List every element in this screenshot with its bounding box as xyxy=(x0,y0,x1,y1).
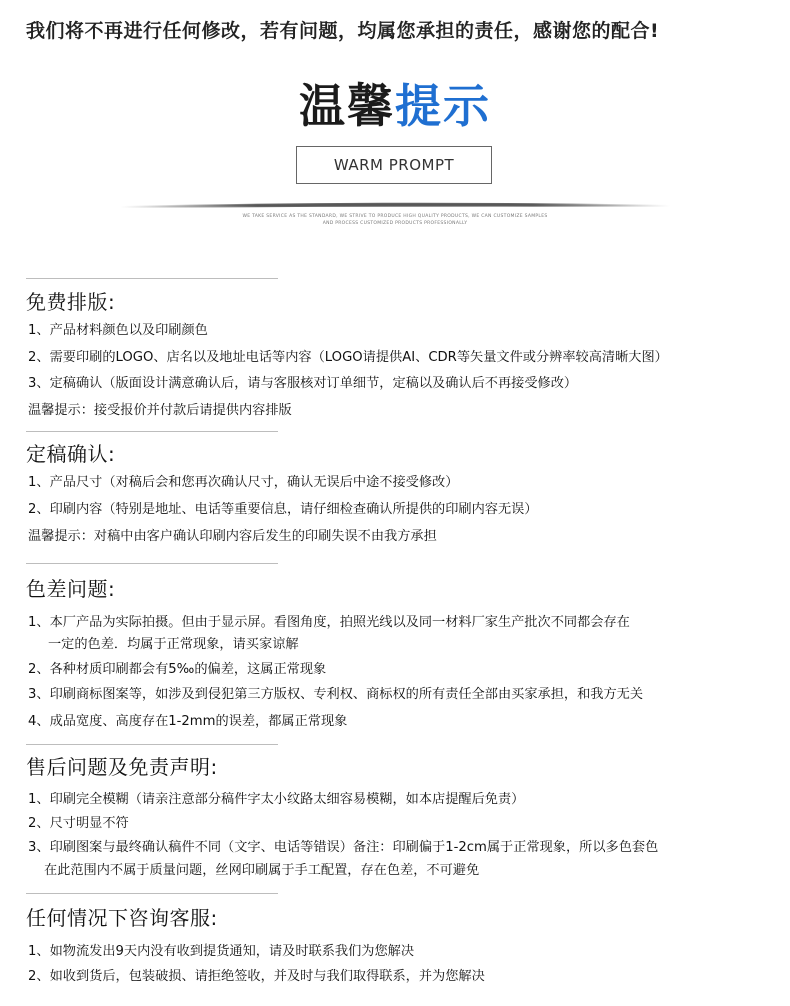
list-item: 3、印刷商标图案等，如涉及到侵犯第三方版权、专利权、商标权的所有责任全部由买家承担，和我方无关 xyxy=(28,687,644,702)
warm-prompt-label: WARM PROMPT xyxy=(333,156,455,174)
list-item-continuation: 一定的色差．均属于正常现象，请买家谅解 xyxy=(48,637,299,652)
section-title: 售后问题及免责声明: xyxy=(26,755,218,779)
section-divider xyxy=(26,744,278,745)
section-divider xyxy=(26,278,278,279)
tip-note: 温馨提示：接受报价并付款后请提供内容排版 xyxy=(28,403,292,418)
list-item: 2、需要印刷的LOGO、店名以及地址电话等内容（LOGO请提供AI、CDR等矢量文件或分辨率较高清晰大图） xyxy=(28,350,668,365)
tagline-line-1: WE TAKE SERVICE AS THE STANDARD, WE STRIVE TO PRODUCE HIGH QUALITY PRODUCTS, WE CAN CUSTOMIZE SAMPLES xyxy=(242,214,548,219)
swoosh-divider xyxy=(120,198,670,214)
section-title: 定稿确认: xyxy=(26,442,116,466)
top-notice: 我们将不再进行任何修改，若有问题，均属您承担的责任，感谢您的配合! xyxy=(26,20,660,42)
list-item: 2、如收到货后，包装破损、请拒绝签收，并及时与我们取得联系，并为您解决 xyxy=(28,969,485,984)
section-divider xyxy=(26,431,278,432)
list-item-continuation: 在此范围内不属于质量问题，丝网印刷属于手工配置，存在色差，不可避免 xyxy=(44,863,480,878)
list-item: 1、印刷完全模糊（请亲注意部分稿件字太小纹路太细容易模糊，如本店提醒后免责） xyxy=(28,792,525,807)
list-item: 2、各种材质印刷都会有5‰的偏差，这属正常现象 xyxy=(28,662,327,677)
section-divider xyxy=(26,563,278,564)
list-item: 1、本厂产品为实际拍摄。但由于显示屏。看图角度，拍照光线以及同一材料厂家生产批次不同都会存在 xyxy=(28,615,630,630)
list-item: 2、印刷内容（特别是地址、电话等重要信息，请仔细检查确认所提供的印刷内容无误） xyxy=(28,502,538,517)
section-title: 色差问题: xyxy=(26,577,116,601)
tagline-line-2: AND PROCESS CUSTOMIZED PRODUCTS PROFESSIONALLY xyxy=(322,221,468,226)
list-item: 3、印刷图案与最终确认稿件不同（文字、电话等错误）备注：印刷偏于1-2cm属于正常现象，所以多色套色 xyxy=(28,840,659,855)
list-item: 2、尺寸明显不符 xyxy=(28,816,129,831)
list-item: 3、定稿确认（版面设计满意确认后，请与客服核对订单细节，定稿以及确认后不再接受修改） xyxy=(28,376,578,391)
list-item: 1、如物流发出9天内没有收到提货通知，请及时联系我们为您解决 xyxy=(28,944,415,959)
list-item: 1、产品尺寸（对稿后会和您再次确认尺寸，确认无误后中途不接受修改） xyxy=(28,475,459,490)
title-part-1: 温馨 xyxy=(299,79,395,133)
tagline xyxy=(0,213,790,227)
warm-prompt-box xyxy=(296,146,492,184)
tip-note: 温馨提示：对稿中由客户确认印刷内容后发生的印刷失误不由我方承担 xyxy=(28,529,437,544)
section-title: 任何情况下咨询客服: xyxy=(26,906,218,930)
list-item: 1、产品材料颜色以及印刷颜色 xyxy=(28,323,208,338)
page-title xyxy=(0,78,790,134)
title-part-2: 提示 xyxy=(395,79,491,133)
list-item: 4、成品宽度、高度存在1-2mm的误差，都属正常现象 xyxy=(28,714,348,729)
section-divider xyxy=(26,893,278,894)
section-title: 免费排版: xyxy=(26,290,116,314)
